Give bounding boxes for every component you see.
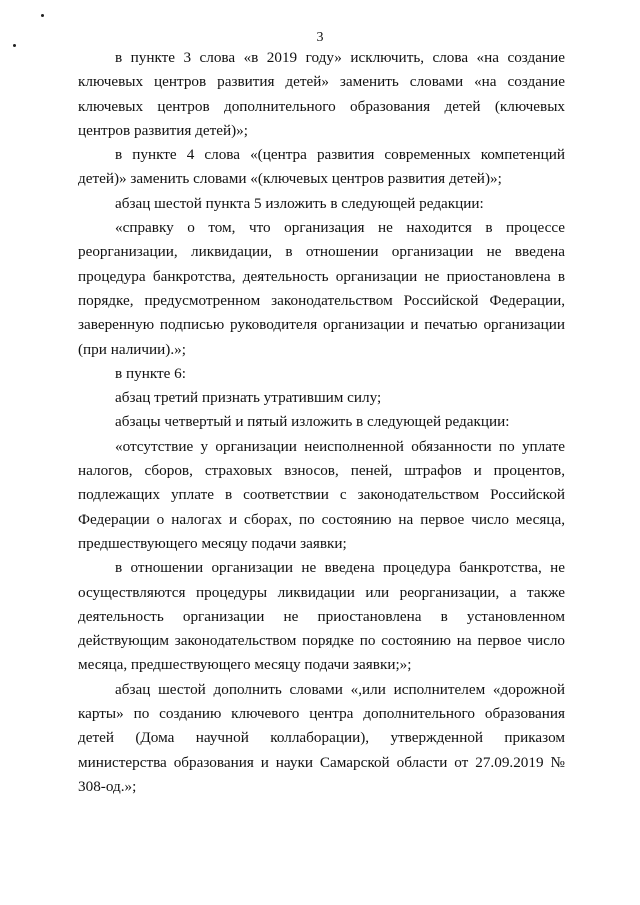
paragraph-point-5-text: «справку о том, что организация не находится в процессе реорганизации, ликвидации, в отношении организации не введена процедура банкротства, деятельность организации не приостановлена в порядке, предусмотренном законодательством Российской Федерации, заверенную подписью руководителя организации и печатью организации (при наличии).»; — [78, 219, 565, 358]
paragraph-point-4: в пункте 4 слова «(центра развития современных компетенций детей)» заменить словами «(ключевых центров развития детей)»; — [78, 146, 565, 188]
scan-artifact-dot — [41, 14, 44, 17]
paragraph-point-5-intro: абзац шестой пункта 5 изложить в следующей редакции: — [115, 194, 484, 212]
paragraph-point-6-intro: в пункте 6: — [115, 364, 186, 382]
page-number: 3 — [316, 30, 324, 45]
paragraph-point-6-fifth: в отношении организации не введена процедура банкротства, не осуществляются процедуры ликвидации или реорганизации, а также деятельность организации не приостановлена в установленном действующим законодательством порядке по состоянию на первое число месяца, предшествующего месяцу подачи заявки;»; — [78, 559, 565, 674]
document-body — [78, 46, 565, 799]
paragraph-point-6-sixth: абзац шестой дополнить словами «,или исполнителем «дорожной карты» по созданию ключевого центра дополнительного образования детей (Дома научной коллаборации), утвержденной приказом министерства образования и науки Самарской области от 27.09.2019 № 308-од.»; — [78, 680, 565, 795]
paragraph-point-3: в пункте 3 слова «в 2019 году» исключить, слова «на создание ключевых центров развития детей» заменить словами «на создание ключевых центров дополнительного образования детей (ключевых центров развития детей)»; — [78, 49, 565, 139]
paragraph-point-6-fourth: «отсутствие у организации неисполненной обязанности по уплате налогов, сборов, страховых взносов, пеней, штрафов и процентов, подлежащих уплате в соответствии с законодательством Российской Федерации о налогах и сборах, по состоянию на первое число месяца, предшествующего месяцу подачи заявки; — [78, 437, 565, 552]
paragraph-point-6-third: абзац третий признать утратившим силу; — [115, 389, 382, 407]
paragraph-point-6-fourth-fifth-intro: абзацы четвертый и пятый изложить в следующей редакции: — [115, 413, 510, 431]
